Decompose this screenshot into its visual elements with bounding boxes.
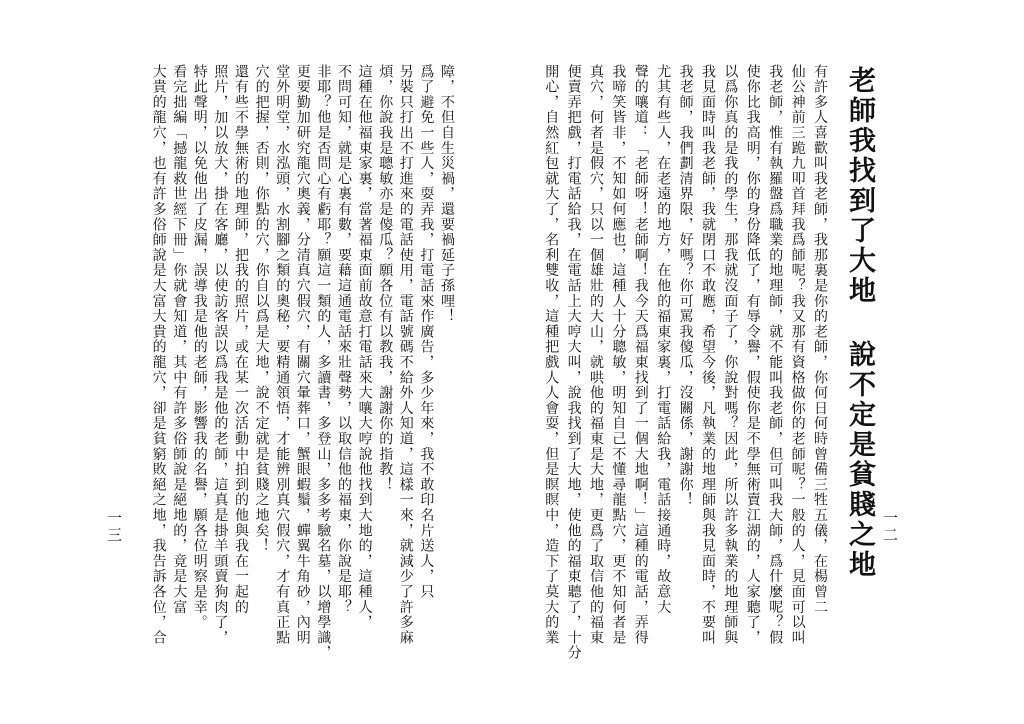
right-page-text-column: 便賣弄把戲，打電話給我，在電話上大哼大叫，說我找到了大地，使他的福東聽了，十分 [565,64,582,661]
left-page-text-column: 另裝只打出不打進來的電話使用，電話號碼不給外人知道，這樣一來，就減少了許多麻 [397,64,414,646]
right-page-text-column: 以爲你真的是我的學生，那我就沒面子了，你說對嗎？因此，所以許多執業的地理師與 [722,64,739,646]
left-page-text-column: 這種在他福東家裏，當著福東面前故意打電話來大嚷大哼說他找到大地的，這種人， [356,64,373,631]
left-page-text-column: 特此聲明，以免他出了皮漏，誤導我是他的老師，影響我的名譽，願各位明察是幸。 [191,64,208,631]
left-page-text-column: 爲了避免一些人，耍弄我，打電話來作廣告，多少年來，我不敢印名片送人，只 [418,64,435,600]
left-page-text-column: 更要勤加研究龍穴奧義，分清真穴假穴，有關穴暈葬口，蟹眼蝦鬚，蟬翼牛角砂，內明 [294,64,311,646]
right-page-text-column: 仙公神前三跪九叩首拜我爲師呢？我又那有資格做你的老師呢？一般的人，見面可以叫 [789,64,806,646]
right-page-text-column: 使你比我高明，你的身份降低了，有辱令譽，假使你是不學無術賣江湖的，人家聽了， [744,64,761,646]
left-page-text-column: 不問可知，就是心裏有數，要藉這通電話來壯聲勢，以取信他的福東，你說是耶？ [336,64,352,615]
right-page-text-column: 聲的嚷道：「老師呀！老師啊！我今天爲福東找到了一個大地啊！」這種的電話，弄得 [632,64,649,646]
left-page-text-column: 非耶？他是否問心有虧耶？願這一類的人，多讀書，多登山，多多考驗名墓，以增學識， [315,64,332,661]
right-page-text-column: 尤其有些人，在老遠的地方，在他的福東家裏，打電話給我，電話接通時，故意大 [655,64,672,615]
right-page-text-column: 開心，自然紅包就大了，名利雙收，這種把戲人人會耍，但是瞑瞑中，造下了莫大的業 [543,64,560,646]
right-page-text-column: 我啼笑皆非，不知如何應也，這種人十分聰敏，明知自己不懂尋龍點穴，更不知何者是 [610,64,627,646]
left-page-text-column: 看完拙編「撼龍救世經下冊」你就會知道，其中有許多俗師說是絕地的，竟是大富 [171,64,188,615]
chapter-title: 老師我找到了大地 說不定是貧賤之地 [844,66,875,580]
left-page-text-column: 照片，加以放大，掛在客廳，以使訪客誤以爲我是他的老師，這真是掛羊頭賣狗肉了， [212,64,229,646]
right-page-text-column: 我見面時叫我老師，我就閉口不敢應，希望今後，凡執業的地理師與我見面時，不要叫 [700,64,716,646]
right-page-text-column: 我老師，惟有執羅盤爲職業的地理師，就不能叫我老師，但可叫我大師，爲什麼呢？假 [767,64,784,646]
right-page-text-column: 我老師，我們劃清界限，好嗎？你可罵我傻瓜，沒關係，謝謝你！ [677,64,694,508]
left-page-text-column: 障，不但自生災禍，還要禍延子孫哩！ [439,64,455,325]
left-page-text-column: 還有些不學無術的地理師，把我的照片，或在某一次活動中拍到的他與我在一起的 [233,64,249,615]
left-page-text-column: 堂外明堂，水泓頭，水割腳之類的奧秘，要精通領悟，才能辨別真穴假穴，才有真正點 [274,64,291,646]
right-page [512,0,1024,724]
right-page-text-column: 真穴，何者是假穴，只以一個雄壯的大山，就哄他的福東是大地，更爲了取信他的福東 [588,64,604,646]
page-number-left: 一三 [105,510,123,544]
right-page-text-column: 有許多人喜歡叫我老師，我那裏是你的老師，你何日何時曾備三牲五儀，在楊曾二 [812,64,828,615]
left-page-text-column: 穴的把握，否則，你點的穴，你自以爲是大地，說不定就是貧賤之地矣！ [253,64,270,554]
left-page-text-column: 大貴的龍穴，也有許多俗師說是大富大貴的龍穴，卻是貧窮敗絕之地，我告訴各位，合 [150,64,167,646]
left-page-text-column: 煩，你說我是聰敏亦是傻瓜？願各位有以教我，謝謝你的指教！ [377,64,394,493]
page-number-right: 一二 [881,510,899,544]
